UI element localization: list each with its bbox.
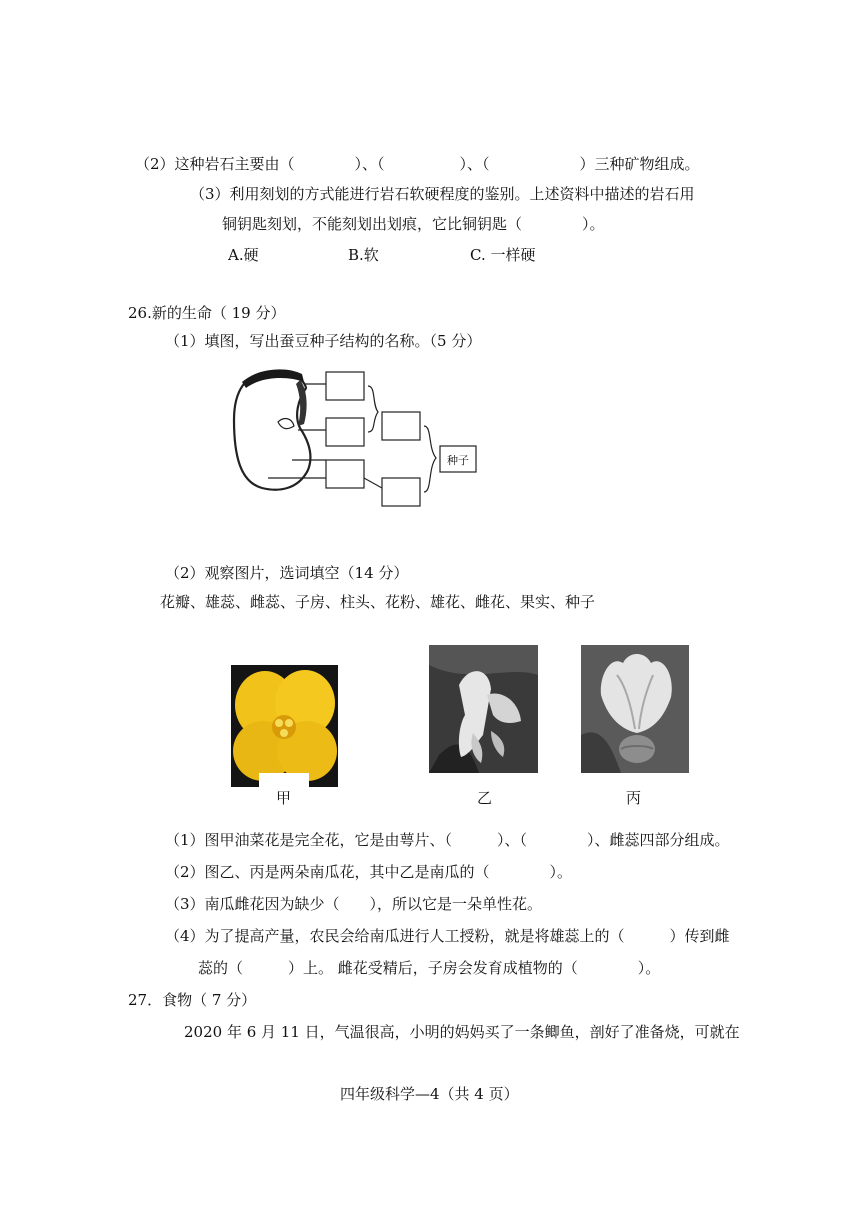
- q25-part2: （2）这种岩石主要由（ ）、（ ）、（ ）三种矿物组成。: [135, 155, 700, 173]
- q25-part3-line1: （3）利用刻划的方式能进行岩石软硬程度的鉴别。上述资料中描述的岩石用: [190, 185, 695, 203]
- answer-box-5[interactable]: [382, 478, 420, 506]
- q26-part1: （1）填图，写出蚕豆种子结构的名称。（5 分）: [165, 332, 482, 350]
- q26-title: 26.新的生命（ 19 分）: [128, 304, 286, 322]
- female-pumpkin-flower-image: [581, 645, 689, 773]
- q25-part3-line2: 铜钥匙刻划，不能刻划出划痕，它比铜钥匙（ ）。: [222, 215, 605, 233]
- q25-option-a: A.硬: [228, 246, 259, 264]
- seed-label: 种子: [447, 454, 469, 467]
- answer-box-3[interactable]: [326, 460, 364, 488]
- q26-sub3: （3）南瓜雌花因为缺少（ ），所以它是一朵单性花。: [165, 895, 543, 913]
- answer-box-4[interactable]: [382, 412, 420, 440]
- word-bank: 花瓣、雄蕊、雌蕊、子房、柱头、花粉、雄花、雌花、果实、种子: [160, 593, 596, 611]
- caption-jia: 甲: [276, 789, 292, 807]
- caption-bing: 丙: [626, 789, 642, 807]
- q25-option-b: B.软: [348, 246, 379, 264]
- broad-bean-seed-diagram: [228, 360, 480, 510]
- page-footer: 四年级科学—4（共 4 页）: [340, 1085, 519, 1103]
- q26-sub1: （1）图甲油菜花是完全花，它是由萼片、（ ）、（ ）、雌蕊四部分组成。: [165, 831, 730, 849]
- q26-sub4-line2: 蕊的（ ）上。 雌花受精后，子房会发育成植物的（ ）。: [198, 959, 661, 977]
- answer-box-1[interactable]: [326, 372, 364, 400]
- q27-title: 27．食物（ 7 分）: [128, 991, 257, 1009]
- q27-line1: 2020 年 6 月 11 日，气温很高，小明的妈妈买了一条鲫鱼，剖好了准备烧，可就在: [184, 1023, 740, 1041]
- q26-sub4-line1: （4）为了提高产量，农民会给南瓜进行人工授粉，就是将雄蕊上的（ ）传到雌: [165, 927, 730, 945]
- rapeseed-flower-image: [231, 665, 338, 787]
- q25-option-c: C. 一样硬: [470, 246, 536, 264]
- answer-box-2[interactable]: [326, 418, 364, 446]
- q26-sub2: （2）图乙、丙是两朵南瓜花，其中乙是南瓜的（ ）。: [165, 863, 573, 881]
- male-pumpkin-flower-image: [429, 645, 538, 773]
- q26-part2: （2）观察图片，选词填空（14 分）: [165, 564, 409, 582]
- caption-yi: 乙: [477, 789, 493, 807]
